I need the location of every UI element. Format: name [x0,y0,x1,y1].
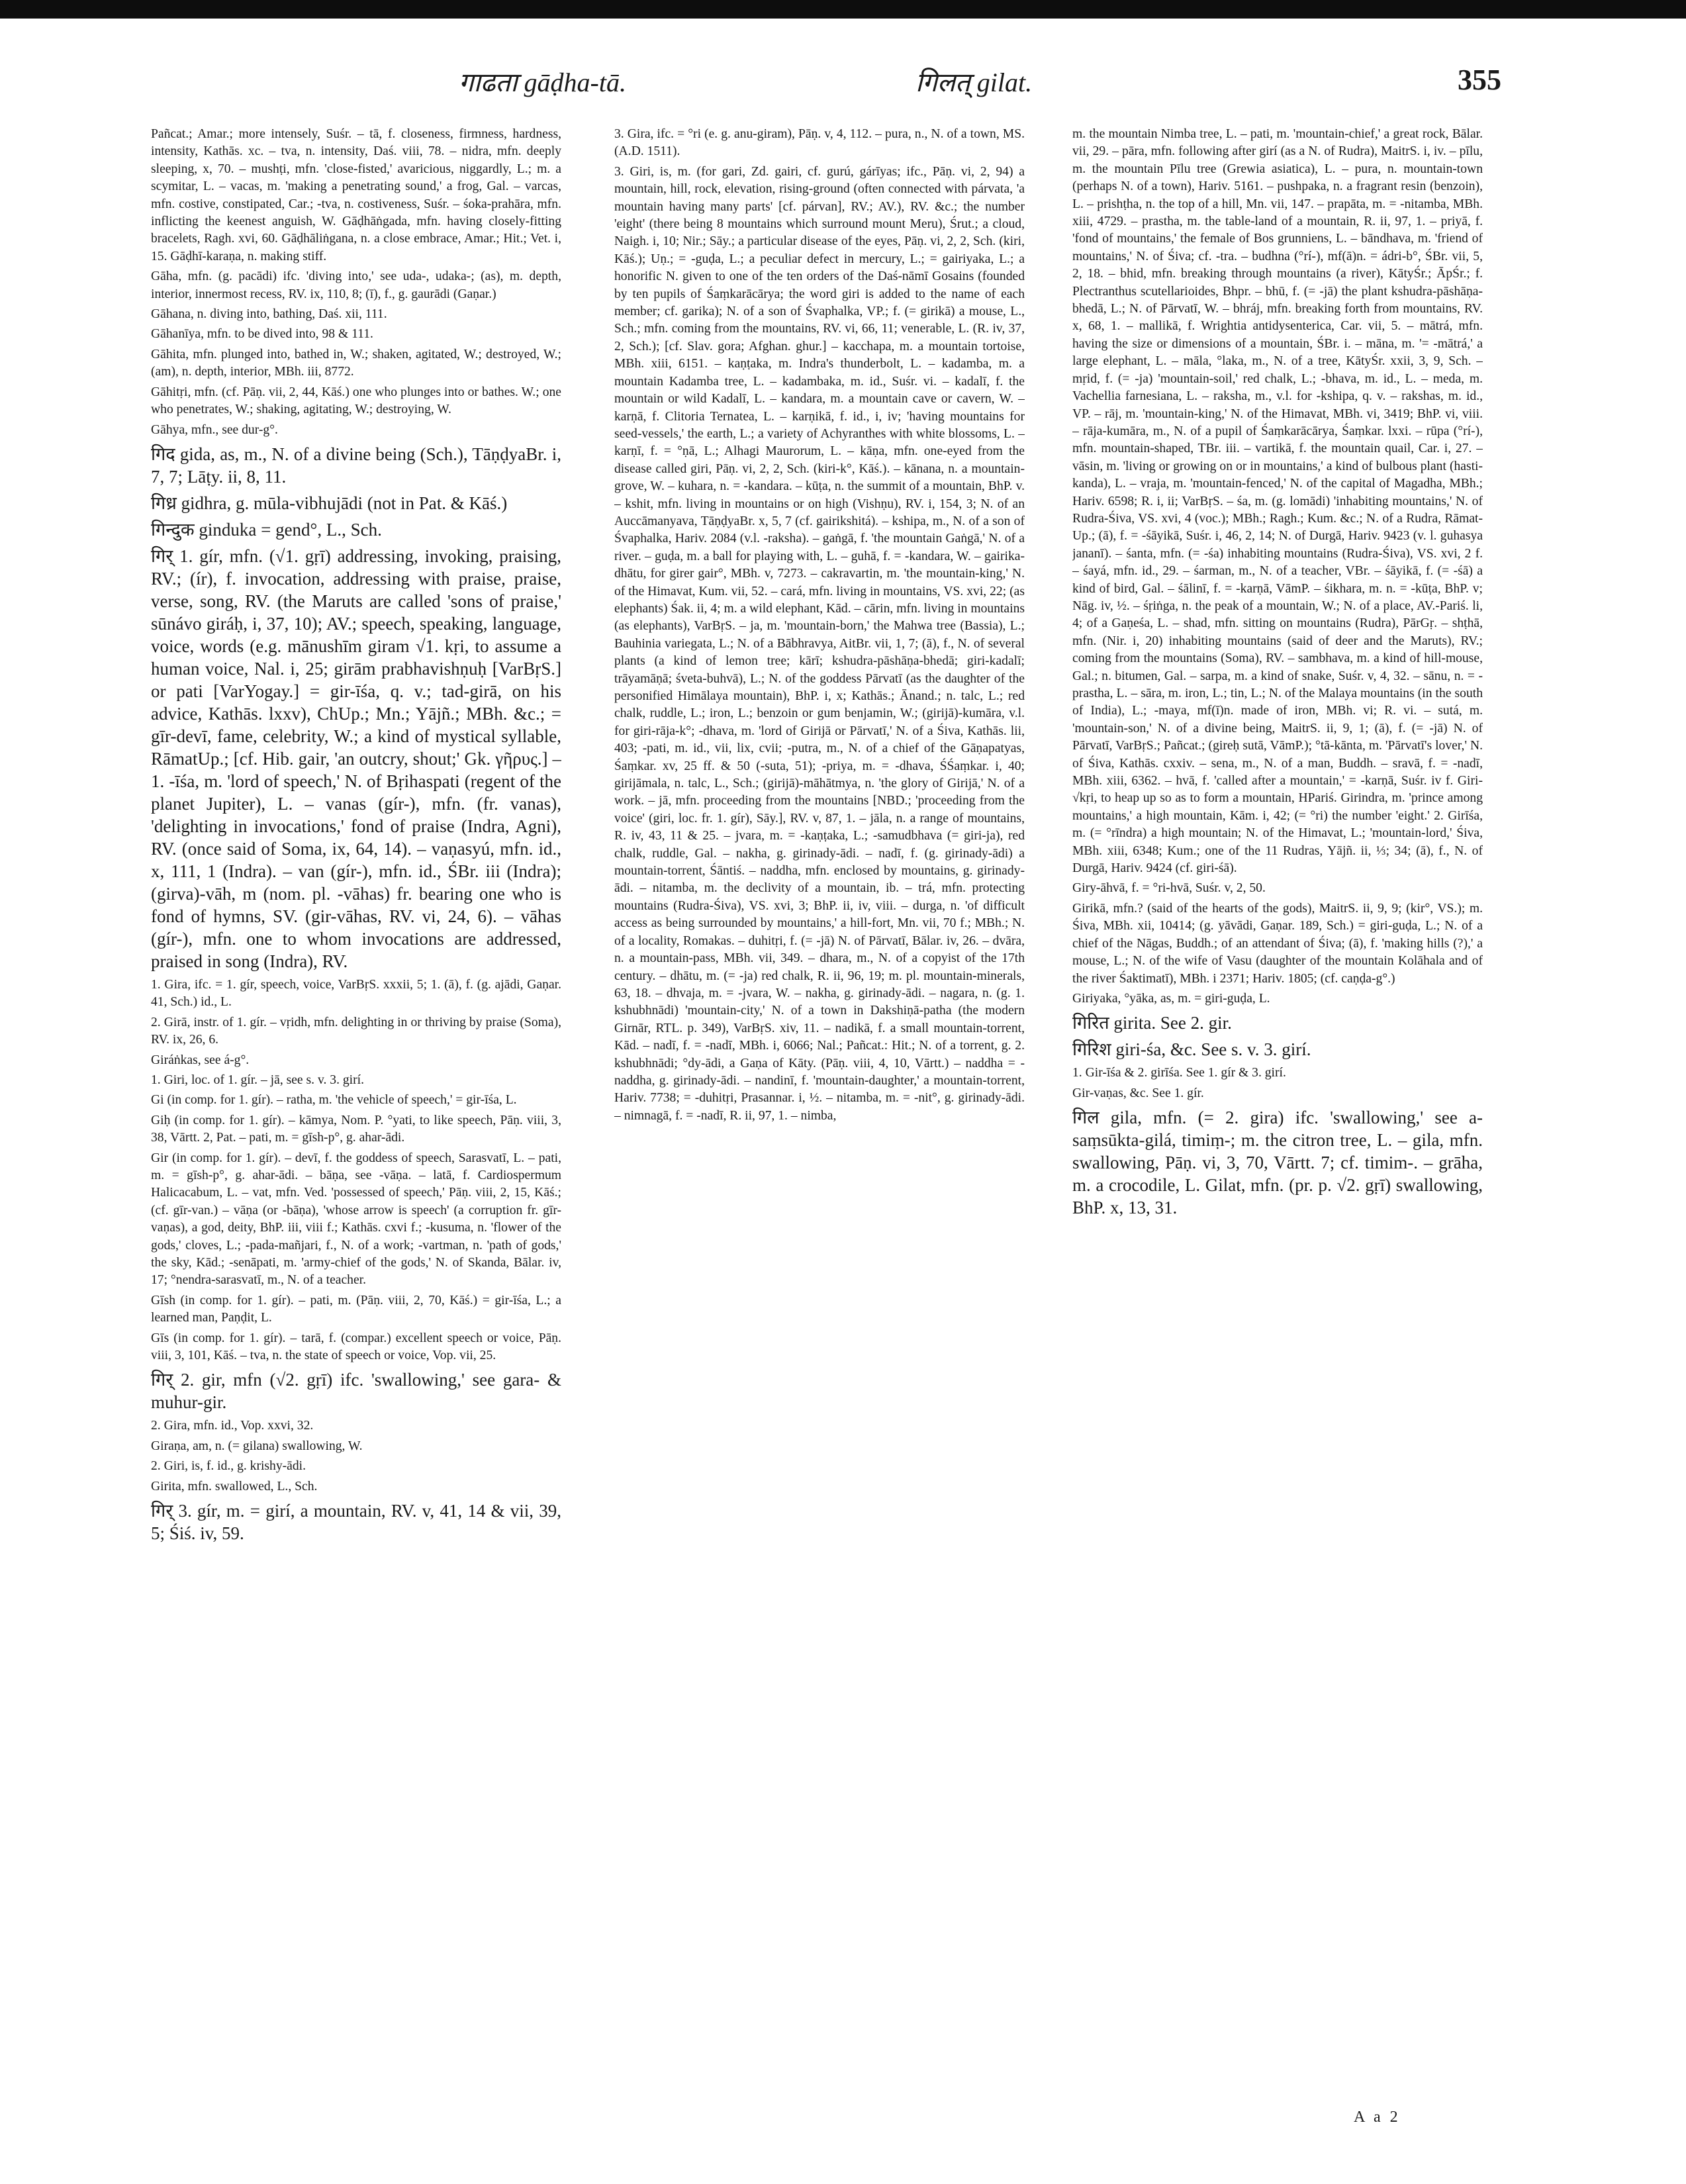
dictionary-entry: Giriyaka, °yāka, as, m. = giri-guḍa, L. [1072,991,1270,1006]
column-2 [614,126,1025,2059]
page-number: 355 [1458,64,1501,96]
dictionary-entry: गिर् 1. gír, mfn. (√1. gṛī) addressing, invoking, praising, RV.; (ír), f. invocation, addressing with praise, praise, verse, song, RV. (the Maruts are called 'sons of praise,' sūnávo giráḥ, i, 37, 10); AV.; speech, speaking, language, voice, words (e.g. mānushīm giram √1. kṛi, to assume a human voice, Nal. i, 25; girām prabhavishṇuḥ [VarBṛS.] or pati [VarYogay.] = gir-īśa, q. v.; tad-girā, on his advice, Kathās. lxxv), ChUp.; Mn.; Yājñ.; MBh. &c.; = gīr-devī, fame, celebrity, W.; a kind of mystical syllable, RāmatUp.; [cf. Hib. gair, 'an outcry, shout;' Gk. γῆρυς.] – 1. -īśa, m. 'lord of speech,' N. of Bṛihaspati (regent of the planet Jupiter), L. – vanas (gír-), mfn. (fr. vanas), 'delighting in invocations,' fond of praise (Indra, Agni), RV. (once said of Soma, ix, 64, 14). – vaṇasyú, mfn. id., x, 111, 1 (Indra). – van (gír-), mfn. id., ŚBr. iii (Indra); (girva)-vāh, m (nom. pl. -vāhas) fr. bearing one who is fond of hymns, SV. (gir-vāhas, RV. vi, 24, 6). – vāhas (gír-), mfn. one to whom invocations are addressed, praised in song (Indra), RV. [151,546,561,971]
dictionary-entry: Gāhana, n. diving into, bathing, Daś. xii, 111. [151,307,387,322]
dictionary-entry: Gir (in comp. for 1. gír). – devī, f. the goddess of speech, Sarasvatī, L. – pati, m. = gīsh-p°, g. ahar-ādi. – bāṇa, see -vāṇa. – latā, f. Cardiospermum Halicacabum, L. – vat, mfn. Ved. 'possessed of speech,' Pāṇ. viii, 2, 15, Kāś.; (cf. gīr-van.) – vāṇa (or -bāṇa), 'whose arrow is speech' (a corruption fr. gīr-vaṇas), a god, deity, BhP. iii, viii f.; Kathās. cxvi f.; -kusuma, n. 'flower of the gods,' cloves, L.; -pada-mañjari, f., N. of a work; -vartman, n. 'path of gods,' the sky, Kād.; -senāpati, m. 'army-chief of the gods,' N. of Skanda, Bālar. iv, 17; °nendra-sarasvatī, m., N. of a teacher. [151,1151,561,1288]
dictionary-entry: Gāha, mfn. (g. pacādi) ifc. 'diving into,' see uda-, udaka-; (as), m. depth, interior, innermost recess, RV. ix, 110, 8; (ī), f., g. gaurādi (Gaṇar.) [151,269,561,301]
dictionary-entry: 3. Giri, is, m. (for gari, Zd. gairi, cf. gurú, gárīyas; ifc., Pāṇ. vi, 2, 94) a mountain, hill, rock, elevation, rising-ground (often connected with párvata, 'a mountain having many parts' [cf. párvan], RV.; AV.), RV. &c.; the number 'eight' (there being 8 mountains which surround mount Meru), Śrut.; a cloud, Naigh. i, 10; Nir.; Sāy.; a particular disease of the eyes, Pāṇ. vi, 2, 2, Sch. (kiri, Kāś.); Uṇ.; = -guḍa, L.; a peculiar defect in mercury, L.; = gairiyaka, L.; a honorific N. given to one of the ten orders of the Daś-nāmī Gosains (founded by ten pupils of Śaṃkarācārya; the word giri is added to the name of each member; cf. garika); N. of a son of Śvaphalka, VP.; f. (= girikā) a mouse, L., Sch.; mfn. coming from the mountains, RV. vi, 66, 11; venerable, L. (R. iv, 37, 2, Sch.); [cf. Slav. gora; Afghan. ghur.] – kacchapa, m. a mountain tortoise, MBh. xiii, 6151. – kaṇṭaka, m. Indra's thunderbolt, L. – kadamba, m. a mountain Kadamba tree, L. – kadambaka, m. id., Suśr. vi. – kadalī, f. the mountain or wild Kadalī, L. – kandara, m. a mountain cave or cavern, W. – karṇā, f. Clitoria Ternatea, L. – karṇikā, f. id., i, iv; 'having mountains for seed-vessels,' the earth, L.; a variety of Achyranthes with white blossoms, L. – karṇī, f. = °ṇā, L.; Alhagi Maurorum, L. – kāṇa, mfn. one-eyed from the disease called giri, Pāṇ. vi, 2, 2, Sch. (kiri-k°, Kāś.). – kānana, n. a mountain-grove, W. – kuhara, n. = -kandara. – kūṭa, n. the summit of a mountain, BhP. v. – kshit, mfn. living in mountains or on high (Vishṇu), RV. i, 154, 3; N. of an Auccāmanyava, TāṇḍyaBr. x, 5, 7 (cf. gairikshitá). – kshipa, m., N. of a son of Śvaphalka, Hariv. 2084 (v.l. -raksha). – gaṅgā, f. 'the mountain Gaṅgā,' N. of a river. – guḍa, m. a ball for playing with, L. – guhā, f. = -kandara, W. – gairika-dhātu, for girer gair°, MBh. v, 7273. – cakravartin, m. 'the mountain-king,' N. of the Himavat, Kum. vii, 52. – cará, mfn. living in mountains, VS. xvi, 22; (as elephants) Śak. ii, 4; m. a wild elephant, Kād. – cārin, mfn. living in mountains (as elephants), VarBṛS. – ja, m. 'mountain-born,' the Mahwa tree (Bassia), L.; Bauhinia variegata, L.; N. of a Bābhravya, AitBr. vii, 1, 7; (ā), f., N. of several plants (a kind of lemon tree; kārī; kshudra-pāshāṇa-bhedā; giri-kadalī; trāyamāṇā; śveta-buhvā), L.; N. of the goddess Pārvatī (as the daughter of the personified Himālaya mountain), BhP. i, x; Kathās.; Ānand.; n. talc, L.; red chalk, ruddle, L.; iron, L.; benzoin or gum benjamin, W.; (girijā)-kumāra, v.l. for giri-rāja-k°; -dhava, m. 'lord of Girijā or Pārvatī,' N. of a Śiva, Kathās. lii, 403; -pati, m. id., vii, lix, cvii; -putra, m., N. of a chief of the Gāṇapatyas, Śaṃkar. xv, 25 ff. & 50 (-suta, 51); -priya, m. = -dhava, ŚŚaṃkar. i, 40; girijāmala, n. talc, L., Sch.; (girijā)-māhātmya, n. 'the glory of Girijā,' N. of a work. – jā, mfn. proceeding from the mountains [NBD.; 'proceeding from the voice' (giri, loc. fr. 1. gír), Sāy.], RV. v, 87, 1. – jāla, n. a range of mountains, R. iv, 43, 11 & 25. – jvara, m. = -kaṇṭaka, L.; -samudbhava (= giri-ja), red chalk, ruddle, Gal. – nakha, g. girinady-ādi. – nadī, f. (g. girinady-ādi) a mountain-torrent, Śāntiś. – naddha, mfn. enclosed by mountains, g. girinady-ādi. – nitamba, m. the declivity of a mountain, ib. – trá, mfn. protecting mountains (Rudra-Śiva), VS. xvi, 3; BhP. ii, iv, viii. – durga, n. 'of difficult access as being surrounded by mountains,' a hill-fort, Mn. vii, 70 f.; MBh.; N. of a locality, Romakas. – duhitṛi, f. (= -jā) N. of Pārvatī, Bālar. iv, 26. – dvāra, n. a mountain-pass, MBh. vii, 349. – dhara, m., N. of a copyist of the 17th century. – dhātu, m. (= -ja) red chalk, R. ii, 96, 19; m. pl. mountain-minerals, 63, 18. – dhvaja, m. = -jvara, W. – nakha, g. girinady-ādi. – nagara, n. (g. 1. kshubhnādi) 'mountain-city,' N. of a town in Dakshiṇā-patha (the modern Girnār, RTL. p. 349), VarBṛS. xiv, 11. – nadikā, f. a small mountain-torrent, Kād. – nadī, f. = -nadī, MBh. i, 6066; Nal.; Pañcat.: Hit.; N. of a torrent, g. 2. kshubhnādi; °dy-ādi, a Gaṇa of Kāty. (Pāṇ. viii, 4, 10, Vārtt.) – naddha = -naddha, g. girinady-ādi. – nandinī, f. 'mountain-daughter,' a mountain-torrent, Hariv. 7738; = -duhitṛi, Prasannar. i, ½. – nitamba, m. = -nit°, g. girinady-ādi. – nimnagā, f. = -nadī, R. ii, 97, 1. – nimba, [614,164,1025,1123]
dictionary-entry: गिरित girita. See 2. gir. [1072,1013,1232,1033]
dictionary-entry: 2. Giri, is, f. id., g. krishy-ādi. [151,1459,306,1474]
dictionary-entry: Giraṇa, am, n. (= gilana) swallowing, W. [151,1439,363,1453]
dictionary-entry: Gīsh (in comp. for 1. gír). – pati, m. (Pāṇ. viii, 2, 70, Kāś.) = gir-īśa, L.; a learned man, Paṇḍit, L. [151,1293,561,1325]
dictionary-entry: 2. Gira, mfn. id., Vop. xxvi, 32. [151,1419,314,1433]
signature-mark: A a 2 [1354,2109,1401,2126]
column-1 [151,126,561,2059]
dictionary-entry: Girita, mfn. swallowed, L., Sch. [151,1479,318,1494]
dictionary-entry: 2. Girā, instr. of 1. gír. – vṛidh, mfn. delighting in or thriving by praise (Soma), RV. ix, 26, 6. [151,1015,561,1047]
dictionary-entry: गिद gida, as, m., N. of a divine being (Sch.), TāṇḍyaBr. i, 7, 7; Lāṭy. ii, 8, 11. [151,444,561,487]
page-header [151,63,1501,109]
dictionary-entry: Gi (in comp. for 1. gír). – ratha, m. 'the vehicle of speech,' = gir-īśa, L. [151,1093,517,1108]
dictionary-entry: गिर् 3. gír, m. = girí, a mountain, RV. v, 41, 14 & vii, 39, 5; Śiś. iv, 59. [151,1501,561,1544]
left-running-head: गाढता gāḍha-tā. [459,68,626,97]
dictionary-entry: m. the mountain Nimba tree, L. – pati, m. 'mountain-chief,' a great rock, Bālar. vii, 29. – pāra, mfn. following after girí (as a N. of Rudra), MaitrS. i, iv. – pīlu, m. the mountain Pīlu tree (Grewia asiatica), L. – pura, n. mountain-town (perhaps N. of a town), Hariv. 5161. – pushpaka, n. a fragrant resin (benzoin), L. – prishṭha, n. the top of a hill, Mn. vii, 147. – prapāta, m. = -nitamba, MBh. xiii, 4729. – prastha, m. the table-land of a mountain, R. ii, 97, 1. – priyā, f. 'fond of mountains,' the female of Bos grunniens, L. – bāndhava, m. 'friend of mountains,' N. of Śiva; cf. -tra. – budhna (°rí-), mf(ā)n. = ádri-b°, ŚBr. vii, 5, 2, 18. – bhid, mfn. breaking through mountains (a river), KātyŚr.; ĀpŚr.; f. Plectranthus scutellarioides, Bhpr. – bhū, f. (= -jā) the plant kshudra-pāshāṇa-bhedā, L.; N. of Pārvatī, W. – bhráj, mfn. breaking forth from mountains, RV. x, 68, 1. – mallikā, f. Wrightia antidysenterica, Car. vii, 5. – mātrá, mfn. having the size or dimensions of a mountain, ŚBr. i. – māna, m. '= -mātrá,' a large elephant, L. – māla, °laka, m., N. of a tree, KātyŚr. xxii, 3, 9, Sch. – mṛid, f. (= -ja) 'mountain-soil,' red chalk, L.; -bhava, m. id., L. – meda, m. Vachellia farnesiana, L. – raksha, m., v.l. for -kshipa, q. v. – rakshas, m. id., VP. – rāj, m. 'mountain-king,' N. of the Himavat, MBh. vi, 3419; BhP. vi, viii. – rāja-kumāra, m., N. of a pupil of Śaṃkarācārya, Śaṃkar. lxxi. – rūpa (°rí-), mfn. mountain-shaped, TBr. iii. – vartikā, f. the mountain quail, Car. i, 27. – vāsin, m. 'living or growing on or in mountains,' a kind of bulbous plant (hasti-kanda), L. – vraja, m. 'mountain-fenced,' N. of the capital of Magadha, MBh.; Hariv. 6598; R. i, ii; VarBṛS. – śa, m. (g. lomādi) 'inhabiting mountains,' N. of Rudra-Śiva, VS. xvi, 4 (voc.); MBh.; Ragh.; Kum. &c.; N. of a Rudra, Rāmat-Up.; (ā), f. = -śāyikā, Suśr. i, 46, 2, 14; N. of Durgā, Hariv. 9423 (v. l. guhasya jananī). – śanta, mfn. (= -śa) inhabiting mountains (Rudra-Śiva), VS. xvi, 2 f. – śayá, mfn. id., 29. – śarman, m., N. of a teacher, VBr. – śāyikā, f. (= -śā) a kind of bird, Gal. – śālinī, f. = -karṇā, VāmP. – śikhara, m. n. = -kūṭa, BhP. v; Nāg. iv, ½. – śṛiṅga, n. the peak of a mountain, W.; N. of a place, AV.-Pariś. li, 4; of a Gaṇeśa, L. – shad, mfn. sitting on mountains (Rudra), PārGṛ. – shṭhā, mfn. (Nir. i, 20) inhabiting mountains (said of deer and the Maruts), RV.; coming from the mountains (Soma), RV. – sambhava, m. a kind of hill-mouse, Gal.; n. bitumen, Gal. – sarpa, m. a kind of snake, Suśr. v, 4, 32. – sānu, n. = -prastha, L. – sāra, m. iron, L.; tin, L.; N. of the Malaya mountains (in the south of India), L.; -maya, mf(ī)n. made of iron, MBh. vi; R. vi. – sutá, m. 'mountain-son,' N. of a divine being, MaitrS. ii, 9, 1; (ā), f. (= -jā) N. of Pārvatī, VarBṛS.; Pañcat.; (gireḥ sutā, VāmP.); °tā-kānta, m. 'Pārvatī's lover,' N. of Śiva, Kathās. cxxiv. – sena, m., N. of a man, Buddh. – sravā, f. = -nadī, MBh. xiii, 6362. – hvā, f. 'called after a mountain,' = -karṇā, Suśr. iv f. Giri-√kṛi, to heap up so as to form a mountain, HPariś. Girindra, m. 'prince among mountains,' a high mountain, Kām. i, 42; (= °ri) the number 'eight.' 2. Girīśa, m. (= °rīndra) a high mountain; N. of the Himavat, L.; 'mountain-lord,' Śiva, MBh. xiii, 6348; Kum.; one of the 11 Rudras, Yājñ. ii, ⅓; 34; (ā), f., N. of Durgā, Hariv. 9424 (cf. giri-śā). [1072,127,1483,876]
dictionary-entry: Pañcat.; Amar.; more intensely, Suśr. – tā, f. closeness, firmness, hardness, intensity, Kathās. xc. – tva, n. intensity, Daś. viii, 78. – nidra, mfn. deeply sleeping, x, 70. – mushṭi, mfn. 'close-fisted,' avaricious, niggardly, L.; m. a scymitar, L. – vacas, m. 'making a penetrating sound,' a frog, Gal. – varcas, mfn. costive, constipated, Car.; -tva, n. costiveness, Suśr. – śoka-prahāra, mfn. inflicting the keenest anguish, W. Gāḍhāṅgada, mfn. having closely-fitting bracelets, Ragh. xvi, 60. Gāḍhāliṅgana, n. a close embrace, Amar.; Hit.; Vet. i, 15. Gāḍhī-karaṇa, n. making stiff. [151,127,561,263]
dictionary-entry: Gāhita, mfn. plunged into, bathed in, W.; shaken, agitated, W.; destroyed, W.; (am), n. depth, interior, MBh. iii, 8772. [151,347,561,379]
dictionary-entry: Gāhanīya, mfn. to be dived into, 98 & 111. [151,327,373,342]
dictionary-entry: Giḥ (in comp. for 1. gír). – kāmya, Nom. P. °yati, to like speech, Pāṇ. viii, 3, 38, Vārtt. 2, Pat. – pati, m. = gīsh-p°, g. ahar-ādi. [151,1113,561,1145]
middle-running-head: गिलत् gilat. [915,68,1033,97]
dictionary-entry: Gīs (in comp. for 1. gír). – tarā, f. (compar.) excellent speech or voice, Pāṇ. viii, 3, 101, Kāś. – tva, n. the state of speech or voice, Vop. vii, 25. [151,1331,561,1363]
top-scan-edge [0,0,1686,19]
column-3 [1072,126,1483,2059]
dictionary-entry: 1. Giri, loc. of 1. gír. – jā, see s. v. 3. girí. [151,1072,364,1087]
dictionary-entry: Girikā, mfn.? (said of the hearts of the gods), MaitrS. ii, 9, 9; (kir°, VS.); m. Śiva, MBh. xii, 10414; (g. yāvādi, Gaṇar. 189, Sch.) = giri-guḍa, L.; N. of a chief of the Nāgas, Buddh.; of an attendant of Śiva; (ā), f. 'making hills (?),' a mouse, L.; N. of the wife of Vasu (daughter of the mountain Kolāhala and of the river Śaktimatī), MBh. i 2371; Hariv. 1805; (cf. caṇḍa-g°.) [1072,901,1483,986]
dictionary-entry: गिर् 2. gir, mfn (√2. gṛī) ifc. 'swallowing,' see gara- & muhur-gir. [151,1370,561,1413]
dictionary-entry: गिन्दुक ginduka = gend°, L., Sch. [151,519,382,540]
dictionary-entry: गिल gila, mfn. (= 2. gira) ifc. 'swallowing,' see a-saṃsūkta-gilá, timiṃ-; m. the citron tree, L. – gila, mfn. swallowing, Pāṇ. vi, 3, 70, Vārtt. 7; cf. timim-. – grāha, m. a crocodile, L. Gilat, mfn. (pr. p. √2. gṛī) swallowing, BhP. x, 13, 31. [1072,1108,1483,1218]
dictionary-entry: Gāhitṛi, mfn. (cf. Pāṇ. vii, 2, 44, Kāś.) one who plunges into or bathes. W.; one who penetrates, W.; shaking, agitating, W.; destroying, W. [151,385,561,417]
dictionary-entry: 1. Gir-īśa & 2. girīśa. See 1. gír & 3. girí. [1072,1066,1286,1080]
dictionary-entry: Giry-āhvā, f. = °ri-hvā, Suśr. v, 2, 50. [1072,881,1266,896]
dictionary-entry: 3. Gira, ifc. = °ri (e. g. anu-giram), Pāṇ. v, 4, 112. – pura, n., N. of a town, MS. (A.D. 1511). [614,127,1025,159]
dictionary-entry: 1. Gira, ifc. = 1. gír, speech, voice, VarBṛS. xxxii, 5; 1. (ā), f. (g. ajādi, Gaṇar. 41, Sch.) id., L. [151,977,561,1010]
dictionary-entry: Gāhya, mfn., see dur-g°. [151,422,278,437]
dictionary-entry: Giráṅkas, see á-g°. [151,1053,250,1067]
dictionary-entry: Gir-vaṇas, &c. See 1. gír. [1072,1086,1204,1100]
dictionary-entry: गिध्र gidhra, g. mūla-vibhujādi (not in Pat. & Kāś.) [151,493,508,513]
dictionary-entry: गिरिश giri-śa, &c. See s. v. 3. girí. [1072,1039,1311,1060]
